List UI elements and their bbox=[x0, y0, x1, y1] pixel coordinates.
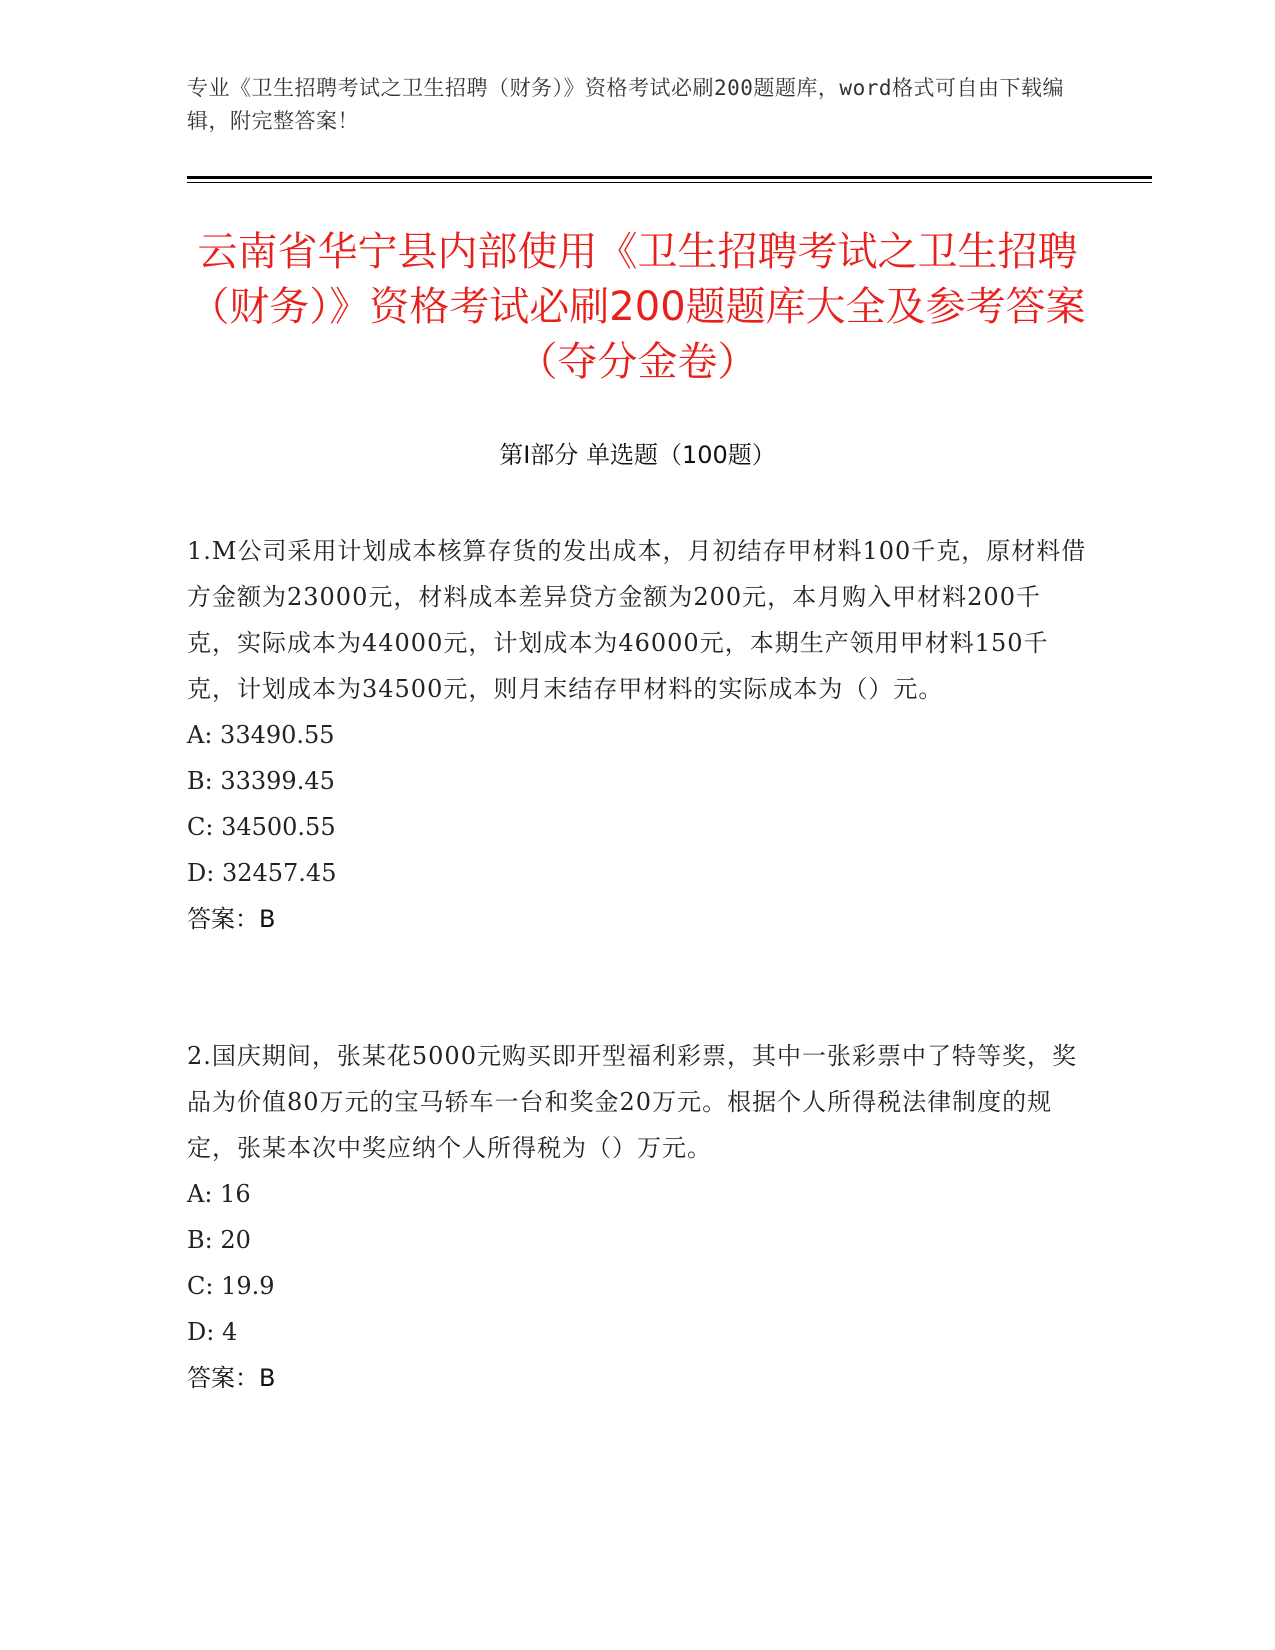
section-heading: 第I部分 单选题（100题） bbox=[499, 441, 776, 469]
answer-line: 答案：B bbox=[187, 905, 276, 933]
question-stem: 1.M公司采用计划成本核算存货的发出成本，月初结存甲材料100千克，原材料借方金额为23000元，材料成本差异贷方金额为200元，本月购入甲材料200千克，实际成本为44000元，计划成本为46000元，本期生产领用甲材料150千克，计划成本为34500元，则月末结存甲材料的实际成本为（）元。 bbox=[187, 537, 1087, 703]
option-d: D: 32457.45 bbox=[187, 859, 337, 887]
option-b: B: 20 bbox=[187, 1226, 251, 1254]
document-title: 云南省华宁县内部使用《卫生招聘考试之卫生招聘（财务）》资格考试必刷200题题库大全及参考答案（夺分金卷） bbox=[189, 229, 1086, 385]
answer-line: 答案：B bbox=[187, 1364, 276, 1392]
option-a: A: 16 bbox=[187, 1180, 251, 1208]
option-a: A: 33490.55 bbox=[187, 721, 335, 749]
question-1 bbox=[187, 528, 1087, 942]
question-2 bbox=[187, 1033, 1087, 1401]
option-c: C: 19.9 bbox=[187, 1272, 275, 1300]
option-c: C: 34500.55 bbox=[187, 813, 336, 841]
header-divider-thick bbox=[187, 176, 1152, 179]
question-stem: 2.国庆期间，张某花5000元购买即开型福利彩票，其中一张彩票中了特等奖，奖品为价值80万元的宝马轿车一台和奖金20万元。根据个人所得税法律制度的规定，张某本次中奖应纳个人所得税为（）万元。 bbox=[187, 1042, 1077, 1162]
header-divider-thin bbox=[187, 182, 1152, 183]
header-note: 专业《卫生招聘考试之卫生招聘（财务）》资格考试必刷200题题库，word格式可自由下载编辑，附完整答案！ bbox=[187, 76, 1064, 133]
option-d: D: 4 bbox=[187, 1318, 238, 1346]
option-b: B: 33399.45 bbox=[187, 767, 335, 795]
